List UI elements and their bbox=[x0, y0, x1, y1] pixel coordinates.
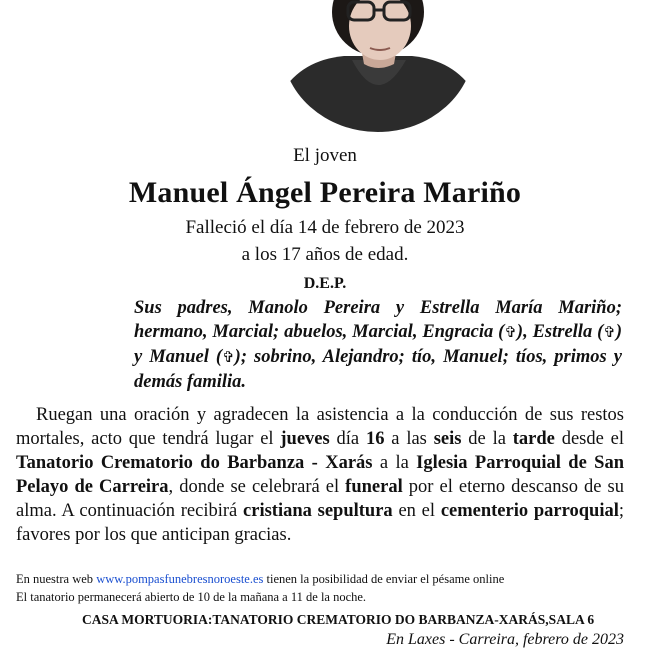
ceremony-hour: seis bbox=[433, 429, 462, 449]
ceremony-text: día bbox=[329, 429, 366, 449]
ceremony-date-number: 16 bbox=[365, 429, 385, 449]
family-text-2: ), Estrella ( bbox=[516, 322, 604, 342]
funeral-word: funeral bbox=[345, 477, 403, 497]
deceased-name: Manuel Ángel Pereira Mariño bbox=[128, 176, 522, 209]
ceremony-day: jueves bbox=[280, 429, 330, 449]
age-line: a los 17 años de edad. bbox=[241, 244, 409, 265]
portrait-photo bbox=[282, 0, 474, 132]
family-text-1: Sus padres, Manolo Pereira y Estrella María Mariño; hermano, Marcial; abuelos, Marcial, Engracia ( bbox=[134, 298, 622, 342]
funeral-home: CASA MORTUORIA:TANATORIO CREMATORIO DO BARBANZA-XARÁS,SALA 6 bbox=[82, 612, 595, 627]
ceremony-text: Ruegan una oración y agradecen la asistencia a la conducción de sus restos mortales, acto que tendrá lugar el bbox=[16, 405, 624, 449]
web-notice-text: tienen la posibilidad de enviar el pésame online bbox=[263, 572, 505, 586]
cross-icon: ✞ bbox=[504, 325, 517, 341]
ceremony-text: por el eterno descanso de su alma. A continuación recibirá bbox=[16, 477, 624, 521]
website-link[interactable]: www.pompasfunebresnoroeste.es bbox=[96, 572, 264, 586]
cross-icon: ✞ bbox=[222, 350, 235, 366]
cross-icon: ✞ bbox=[603, 325, 616, 341]
ceremony-text: , donde se celebrará el bbox=[168, 477, 346, 497]
ceremony-paragraph bbox=[16, 403, 624, 547]
web-notice-text: En nuestra web bbox=[16, 572, 97, 586]
ceremony-text: en el bbox=[392, 501, 441, 521]
church-name: Iglesia Parroquial de San Pelayo de Carreira bbox=[16, 453, 625, 497]
place-date: En Laxes - Carreira, febrero de 2023 bbox=[386, 631, 624, 648]
ceremony-text: a la bbox=[372, 453, 417, 473]
ceremony-text: a las bbox=[384, 429, 434, 449]
opening-hours: El tanatorio permanecerá abierto de 10 de la mañana a 11 de la noche. bbox=[16, 590, 367, 604]
family-paragraph bbox=[134, 296, 622, 394]
ceremony-afternoon: tarde bbox=[512, 429, 555, 449]
cemetery-name: cementerio parroquial bbox=[440, 501, 619, 521]
ceremony-text: desde el bbox=[554, 429, 624, 449]
death-date-line: Falleció el día 14 de febrero de 2023 bbox=[185, 217, 465, 238]
family-text-3: ) y Manuel ( bbox=[134, 322, 622, 367]
subtitle: El joven bbox=[293, 145, 357, 166]
burial-word: cristiana sepultura bbox=[243, 501, 393, 521]
family-text-4: ); sobrino, Alejandro; tío, Manuel; tíos, primos y demás familia. bbox=[134, 347, 622, 392]
dep-heading: D.E.P. bbox=[303, 275, 347, 292]
portrait-image bbox=[282, 0, 474, 132]
web-notice bbox=[16, 572, 504, 587]
ceremony-text: ; favores por los que anticipan gracias. bbox=[16, 501, 625, 545]
tanatorio-name: Tanatorio Crematorio do Barbanza - Xarás bbox=[16, 453, 373, 473]
ceremony-text: de la bbox=[461, 429, 513, 449]
